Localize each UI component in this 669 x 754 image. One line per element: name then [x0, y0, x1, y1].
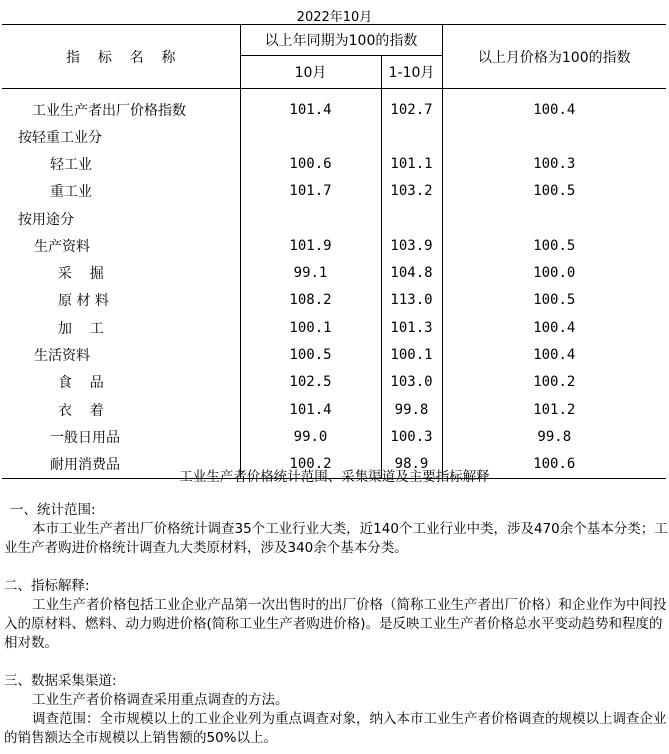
row-label: 生产资料	[34, 238, 90, 255]
row-label: 轻工业	[50, 156, 92, 173]
month-yoy-value: 108.2	[240, 287, 381, 314]
mom-value: 100.5	[442, 178, 666, 205]
row-label: 按轻重工业分	[18, 129, 102, 146]
cumulative-yoy-value	[381, 205, 442, 232]
cumulative-yoy-value: 103.2	[381, 178, 442, 205]
table-row	[2, 341, 666, 368]
scope-text: 本市工业生产者出厂价格统计调查35个工业行业大类，近140个工业行业中类，涉及470余个基本分类；工业生产者购进价格统计调查九大类原材料，涉及340余个基本分类。	[4, 521, 668, 556]
channel-text-scope: 调查范围：全市规模以上的工业企业列为重点调查对象，纳入本市工业生产者价格调查的规模以上调查企业的销售额达全市规模以上销售额的50%以上。	[4, 711, 667, 746]
mom-value: 100.0	[442, 259, 666, 286]
month-yoy-value: 101.4	[240, 396, 381, 423]
cumulative-yoy-value: 103.0	[381, 369, 442, 396]
report-period-title: 2022年10月	[296, 10, 373, 25]
month-yoy-value: 101.9	[240, 232, 381, 259]
table-row	[2, 178, 666, 205]
channel-heading: 三、数据采集渠道:	[4, 673, 117, 689]
mom-value: 99.8	[442, 423, 666, 450]
row-label: 加 工	[58, 320, 104, 337]
cumulative-yoy-value: 103.9	[381, 232, 442, 259]
cumulative-yoy-value	[381, 123, 442, 150]
cumulative-yoy-value: 101.1	[381, 150, 442, 177]
mom-value: 100.6	[442, 451, 666, 479]
notes-title: 工业生产者价格统计范围、采集渠道及主要指标解释	[179, 469, 490, 485]
table-row	[2, 314, 666, 341]
table-row	[2, 396, 666, 423]
month-yoy-value: 101.7	[240, 178, 381, 205]
table-row	[2, 150, 666, 177]
table-row	[2, 232, 666, 259]
definition-heading: 二、指标解释:	[4, 578, 90, 594]
channel-text-method: 工业生产者价格调查采用重点调查的方法。	[32, 692, 289, 708]
month-yoy-value	[240, 205, 381, 232]
cumulative-yoy-value: 100.3	[381, 423, 442, 450]
row-label: 一般日用品	[50, 429, 120, 446]
cumulative-yoy-value: 100.1	[381, 341, 442, 368]
month-yoy-value: 100.1	[240, 314, 381, 341]
month-header: 10月	[240, 56, 381, 89]
month-yoy-value: 100.2	[240, 451, 381, 479]
mom-value: 101.2	[442, 396, 666, 423]
mom-value: 100.5	[442, 287, 666, 314]
mom-value: 100.2	[442, 369, 666, 396]
mom-value: 100.4	[442, 341, 666, 368]
mom-value	[442, 123, 666, 150]
cumulative-yoy-value: 102.7	[381, 89, 442, 124]
row-label: 重工业	[50, 184, 92, 201]
cumulative-yoy-value: 98.9	[381, 451, 442, 479]
mom-value: 100.3	[442, 150, 666, 177]
month-yoy-value: 102.5	[240, 369, 381, 396]
table-row	[2, 123, 666, 150]
row-label: 食 品	[58, 375, 104, 392]
price-index-table	[2, 24, 666, 479]
cumulative-yoy-value: 113.0	[381, 287, 442, 314]
yoy-group-header: 以上年同期为100的指数	[240, 25, 442, 56]
cumulative-header: 1-10月	[381, 56, 442, 89]
mom-value: 100.4	[442, 314, 666, 341]
mom-value: 100.4	[442, 89, 666, 124]
mom-header: 以上月价格为100的指数	[442, 25, 666, 89]
mom-value: 100.5	[442, 232, 666, 259]
row-label: 工业生产者出厂价格指数	[32, 103, 186, 119]
month-yoy-value: 100.6	[240, 150, 381, 177]
cumulative-yoy-value: 104.8	[381, 259, 442, 286]
month-yoy-value: 100.5	[240, 341, 381, 368]
month-yoy-value	[240, 123, 381, 150]
cumulative-yoy-value: 99.8	[381, 396, 442, 423]
notes-section	[0, 468, 669, 748]
table-row	[2, 205, 666, 232]
row-label: 生活资料	[34, 348, 90, 365]
row-label: 采 掘	[58, 266, 104, 283]
scope-heading: 一、统计范围:	[10, 502, 96, 518]
row-label: 原 材 料	[58, 293, 109, 310]
row-label: 按用途分	[18, 211, 74, 228]
definition-text: 工业生产者价格包括工业企业产品第一次出售时的出厂价格（简称工业生产者出厂价格）和企业作为中间投入的原材料、燃料、动力购进价格(简称工业生产者购进价格)。是反映工业生产者价格总水平变动趋势和程度的相对数。	[4, 597, 667, 651]
indicator-name-header: 指 标 名 称	[2, 25, 240, 89]
mom-value	[442, 205, 666, 232]
month-yoy-value: 99.0	[240, 423, 381, 450]
row-label: 耐用消费品	[2, 451, 240, 479]
row-label: 衣 着	[58, 402, 104, 419]
table-row	[2, 89, 666, 124]
month-yoy-value: 99.1	[240, 259, 381, 286]
table-header-row	[2, 25, 666, 56]
table-row	[2, 423, 666, 450]
month-yoy-value: 101.4	[240, 89, 381, 124]
table-row	[2, 259, 666, 286]
table-row	[2, 369, 666, 396]
table-row	[2, 287, 666, 314]
table-body	[2, 89, 666, 479]
cumulative-yoy-value: 101.3	[381, 314, 442, 341]
